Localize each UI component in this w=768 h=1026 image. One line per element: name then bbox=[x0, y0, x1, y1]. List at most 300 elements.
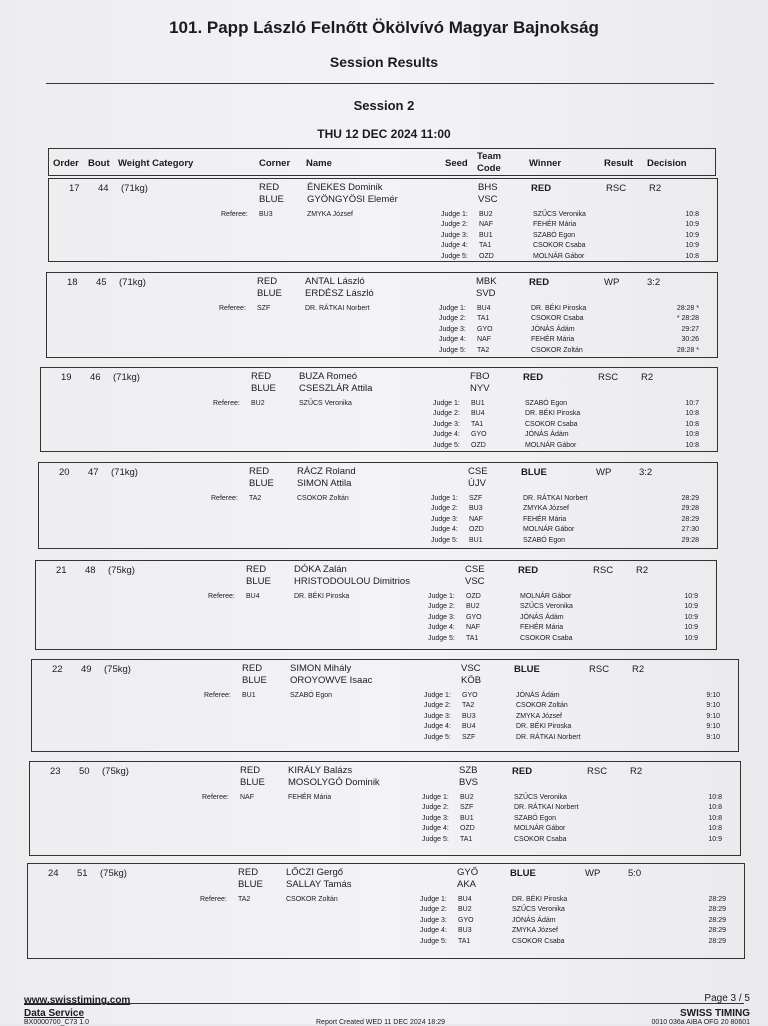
blue-team-code: VSC bbox=[478, 194, 498, 205]
judge-name: DR. RÁTKAI Norbert bbox=[523, 495, 588, 502]
red-boxer-name: ANTAL László bbox=[305, 276, 365, 287]
judge-label: Judge 1: bbox=[420, 896, 447, 903]
report-subtitle: Session Results bbox=[329, 54, 439, 70]
red-boxer-name: ÉNEKES Dominik bbox=[307, 182, 383, 193]
judge-code: TA1 bbox=[477, 315, 490, 323]
header-divider bbox=[46, 83, 714, 84]
referee-label: Referee: bbox=[221, 211, 248, 218]
judge-code: TA1 bbox=[458, 937, 471, 945]
red-corner-label: RED bbox=[246, 564, 267, 575]
judge-label: Judge 4: bbox=[428, 624, 455, 632]
weight-category: (75kg) bbox=[102, 766, 129, 777]
weight-category: (71kg) bbox=[113, 372, 140, 383]
blue-boxer-name: OROYOWVE Isaac bbox=[290, 675, 373, 686]
judge-code: BU1 bbox=[479, 231, 493, 239]
red-corner-label: RED bbox=[259, 182, 280, 193]
judge-label: Judge 3: bbox=[433, 420, 460, 428]
red-team-code: SZB bbox=[459, 765, 478, 776]
weight-category: (75kg) bbox=[100, 868, 127, 879]
judge-name: MOLNÁR Gábor bbox=[525, 441, 577, 449]
bout-number: 47 bbox=[88, 467, 99, 478]
judge-name: DR. BÉKI Piroska bbox=[531, 305, 587, 312]
judge-code: BU1 bbox=[469, 536, 483, 544]
judge-name: SZABÓ Egon bbox=[525, 400, 568, 407]
judge-name: JÓNÁS Ádám bbox=[531, 325, 575, 333]
blue-boxer-name: SALLAY Tamás bbox=[286, 879, 352, 890]
judge-label: Judge 2: bbox=[431, 505, 458, 513]
col-name: Name bbox=[306, 158, 332, 169]
judge-name: SZŰCS Veronika bbox=[512, 906, 565, 914]
judge-code: OZD bbox=[479, 252, 494, 260]
referee-label: Referee: bbox=[219, 305, 246, 312]
bout-block bbox=[27, 863, 745, 959]
judge-name: DR. BÉKI Piroska bbox=[516, 723, 572, 731]
footer-ref-code: 0010 036a AIBA OFG 20 80601 bbox=[651, 1019, 750, 1026]
judge-name: MOLNÁR Gábor bbox=[520, 593, 572, 600]
winner-corner: RED bbox=[523, 372, 544, 383]
footer-page: Page 3 / 5 bbox=[704, 993, 750, 1004]
blue-corner-label: BLUE bbox=[242, 675, 267, 686]
order-number: 18 bbox=[67, 277, 78, 288]
decision-value: R2 bbox=[641, 372, 654, 383]
judge-code: GYO bbox=[458, 916, 474, 924]
judge-name: MOLNÁR Gábor bbox=[523, 526, 575, 534]
referee-name: DR. BÉKI Piroska bbox=[294, 593, 350, 600]
bout-block bbox=[35, 560, 717, 650]
judge-name: MOLNÁR Gábor bbox=[533, 252, 585, 260]
col-code: Code bbox=[477, 163, 501, 174]
referee-label: Referee: bbox=[208, 593, 235, 600]
judge-label: Judge 5: bbox=[431, 536, 458, 544]
judge-name: SZŰCS Veronika bbox=[533, 211, 586, 218]
judge-code: BU1 bbox=[471, 400, 485, 407]
judge-name: JÓNÁS Ádám bbox=[512, 916, 556, 924]
decision-value: 3:2 bbox=[639, 467, 653, 478]
footer-website: www.swisstiming.com bbox=[24, 995, 131, 1006]
order-number: 19 bbox=[61, 372, 72, 383]
judge-score: 28:28 * bbox=[676, 305, 699, 312]
judge-name: CSOKOR Zoltán bbox=[516, 702, 568, 710]
winner-corner: RED bbox=[518, 565, 539, 576]
red-corner-label: RED bbox=[238, 867, 259, 878]
judge-code: GYO bbox=[477, 325, 493, 333]
judge-code: BU4 bbox=[462, 723, 476, 731]
judge-score: 9:10 bbox=[706, 723, 720, 731]
judge-label: Judge 1: bbox=[431, 495, 458, 502]
col-decision: Decision bbox=[647, 158, 687, 169]
judge-label: Judge 3: bbox=[420, 916, 447, 924]
judge-code: BU3 bbox=[469, 505, 483, 513]
bout-block bbox=[46, 272, 718, 358]
winner-corner: RED bbox=[531, 183, 552, 194]
col-winner: Winner bbox=[529, 158, 562, 169]
red-corner-label: RED bbox=[240, 765, 261, 776]
winner-corner: BLUE bbox=[521, 467, 547, 478]
bout-number: 45 bbox=[96, 277, 107, 288]
referee-code: BU4 bbox=[246, 593, 260, 600]
judge-score: 10:8 bbox=[685, 410, 699, 418]
referee-name: ZMYKA József bbox=[307, 211, 353, 218]
judge-name: SZŰCS Veronika bbox=[520, 603, 573, 611]
event-title: 101. Papp László Felnőtt Ökölvívó Magyar Bajnokság bbox=[169, 18, 599, 37]
judge-score: 10:8 bbox=[708, 814, 722, 822]
judge-score: 9:10 bbox=[706, 733, 720, 741]
judge-label: Judge 4: bbox=[439, 336, 466, 344]
judge-score: 10:9 bbox=[684, 593, 698, 600]
red-corner-label: RED bbox=[257, 276, 278, 287]
session-date: THU 12 DEC 2024 11:00 bbox=[317, 127, 451, 141]
result-type: RSC bbox=[598, 372, 619, 383]
winner-corner: BLUE bbox=[514, 664, 540, 675]
judge-label: Judge 5: bbox=[441, 252, 468, 260]
judge-label: Judge 2: bbox=[422, 804, 449, 812]
judge-label: Judge 2: bbox=[433, 410, 460, 418]
judge-score: 28:29 bbox=[708, 916, 726, 924]
judge-name: DR. BÉKI Piroska bbox=[525, 410, 581, 418]
judge-score: 10:9 bbox=[685, 231, 699, 239]
judge-name: CSOKOR Csaba bbox=[512, 937, 565, 945]
judge-label: Judge 2: bbox=[424, 702, 451, 710]
judge-label: Judge 3: bbox=[422, 814, 449, 822]
referee-name: DR. RÁTKAI Norbert bbox=[305, 305, 370, 312]
red-boxer-name: SIMON Mihály bbox=[290, 663, 352, 674]
referee-label: Referee: bbox=[211, 495, 238, 502]
decision-value: R2 bbox=[632, 664, 645, 675]
blue-team-code: ÚJV bbox=[468, 478, 486, 489]
judge-label: Judge 4: bbox=[422, 825, 449, 833]
judge-score: 10:9 bbox=[685, 242, 699, 250]
judge-label: Judge 1: bbox=[433, 400, 460, 407]
judge-name: JÓNÁS Ádám bbox=[520, 613, 564, 621]
judge-score: 28:29 bbox=[681, 495, 699, 502]
judge-score: 29:28 bbox=[681, 536, 699, 544]
judge-code: NAF bbox=[469, 515, 483, 523]
judge-label: Judge 4: bbox=[441, 242, 468, 250]
judge-score: 30:26 bbox=[681, 336, 699, 344]
blue-team-code: KÖB bbox=[461, 675, 482, 686]
weight-category: (75kg) bbox=[108, 565, 135, 576]
judge-score: 10:9 bbox=[684, 613, 698, 621]
judge-label: Judge 3: bbox=[431, 515, 458, 523]
blue-corner-label: BLUE bbox=[259, 194, 284, 205]
bout-number: 44 bbox=[98, 183, 109, 194]
footer-record: Report Created WED 11 DEC 2024 18:29 bbox=[316, 1019, 446, 1026]
col-corner: Corner bbox=[259, 158, 291, 169]
judge-label: Judge 2: bbox=[439, 315, 466, 323]
judge-code: SZF bbox=[460, 804, 474, 812]
red-corner-label: RED bbox=[242, 663, 263, 674]
judge-name: DR. BÉKI Piroska bbox=[512, 896, 568, 903]
judge-code: BU2 bbox=[458, 906, 472, 914]
judge-score: 28:29 bbox=[708, 927, 726, 935]
bout-block bbox=[38, 462, 718, 549]
judge-code: BU3 bbox=[462, 712, 476, 720]
judge-score: 10:9 bbox=[708, 835, 722, 843]
col-order: Order bbox=[53, 158, 79, 169]
judge-code: BU4 bbox=[477, 305, 491, 312]
judge-label: Judge 2: bbox=[428, 603, 455, 611]
judge-name: ZMYKA József bbox=[512, 927, 558, 935]
judge-code: BU4 bbox=[471, 410, 485, 418]
judge-code: BU4 bbox=[458, 896, 472, 903]
judge-label: Judge 3: bbox=[441, 231, 468, 239]
weight-category: (71kg) bbox=[111, 467, 138, 478]
winner-corner: BLUE bbox=[510, 868, 536, 879]
judge-name: CSOKOR Csaba bbox=[531, 315, 584, 323]
col-weight: Weight Category bbox=[118, 158, 194, 169]
judge-label: Judge 2: bbox=[420, 906, 447, 914]
bout-number: 46 bbox=[90, 372, 101, 383]
bout-block bbox=[31, 659, 739, 752]
judge-code: BU2 bbox=[479, 211, 493, 218]
blue-boxer-name: HRISTODOULOU Dimitrios bbox=[294, 576, 410, 587]
bout-block bbox=[48, 178, 718, 262]
judge-name: SZABÓ Egon bbox=[533, 231, 576, 239]
judge-code: BU2 bbox=[460, 794, 474, 801]
judge-name: JÓNÁS Ádám bbox=[516, 692, 560, 699]
blue-corner-label: BLUE bbox=[257, 288, 282, 299]
red-team-code: VSC bbox=[461, 663, 481, 674]
judge-code: NAF bbox=[477, 336, 491, 344]
judge-label: Judge 5: bbox=[433, 441, 460, 449]
judge-score: 28:29 bbox=[708, 906, 726, 914]
referee-name: SZABÓ Egon bbox=[290, 692, 333, 699]
weight-category: (71kg) bbox=[119, 277, 146, 288]
judge-name: FEHÉR Mária bbox=[533, 221, 577, 229]
referee-name: SZŰCS Veronika bbox=[299, 400, 352, 407]
decision-value: R2 bbox=[649, 183, 662, 194]
judge-name: CSOKOR Zoltán bbox=[531, 346, 583, 354]
judge-label: Judge 1: bbox=[439, 305, 466, 312]
judge-label: Judge 5: bbox=[420, 937, 447, 945]
blue-corner-label: BLUE bbox=[251, 383, 276, 394]
judge-code: NAF bbox=[466, 624, 480, 632]
judge-name: ZMYKA József bbox=[516, 712, 562, 720]
red-corner-label: RED bbox=[251, 371, 272, 382]
order-number: 17 bbox=[69, 183, 80, 194]
referee-code: BU3 bbox=[259, 211, 273, 218]
referee-name: CSOKOR Zoltán bbox=[286, 896, 338, 903]
red-boxer-name: KIRÁLY Balázs bbox=[288, 765, 353, 776]
footer-divider bbox=[24, 1003, 744, 1004]
red-team-code: FBO bbox=[470, 371, 490, 382]
judge-score: 10:8 bbox=[685, 252, 699, 260]
judge-name: DR. RÁTKAI Norbert bbox=[514, 804, 579, 812]
order-number: 22 bbox=[52, 664, 63, 675]
judge-score: 28:29 bbox=[708, 896, 726, 903]
weight-category: (75kg) bbox=[104, 664, 131, 675]
decision-value: R2 bbox=[630, 766, 643, 777]
red-boxer-name: RÁCZ Roland bbox=[297, 466, 356, 477]
judge-score: 10:8 bbox=[685, 420, 699, 428]
red-boxer-name: DÓKA Zalán bbox=[294, 564, 347, 575]
referee-label: Referee: bbox=[204, 692, 231, 699]
judge-code: OZD bbox=[466, 593, 481, 600]
judge-code: TA1 bbox=[460, 835, 473, 843]
blue-boxer-name: CSESZLÁR Attila bbox=[299, 383, 373, 394]
blue-team-code: BVS bbox=[459, 777, 479, 788]
judge-score: 29:28 bbox=[681, 505, 699, 513]
red-boxer-name: BUZA Romeó bbox=[299, 371, 358, 382]
judge-score: 27:30 bbox=[681, 526, 699, 534]
judge-name: CSOKOR Csaba bbox=[525, 420, 578, 428]
judge-name: CSOKOR Csaba bbox=[514, 835, 567, 843]
judge-code: TA2 bbox=[477, 346, 490, 354]
order-number: 23 bbox=[50, 766, 61, 777]
judge-name: FEHÉR Mária bbox=[523, 515, 567, 523]
judge-label: Judge 5: bbox=[439, 346, 466, 354]
referee-code: BU1 bbox=[242, 692, 256, 699]
judge-label: Judge 2: bbox=[441, 221, 468, 229]
judge-name: DR. RÁTKAI Norbert bbox=[516, 733, 581, 741]
judge-code: TA1 bbox=[466, 634, 479, 642]
referee-label: Referee: bbox=[200, 896, 227, 903]
judge-score: 28:28 * bbox=[676, 346, 699, 354]
referee-name: FEHÉR Mária bbox=[288, 794, 332, 801]
judge-code: OZD bbox=[460, 825, 475, 833]
judge-name: MOLNÁR Gábor bbox=[514, 825, 566, 833]
order-number: 20 bbox=[59, 467, 70, 478]
bout-block bbox=[29, 761, 741, 856]
referee-code: BU2 bbox=[251, 400, 265, 407]
judge-code: GYO bbox=[471, 431, 487, 439]
judge-label: Judge 5: bbox=[422, 835, 449, 843]
judge-label: Judge 1: bbox=[424, 692, 451, 699]
referee-code: TA2 bbox=[238, 896, 251, 903]
judge-score: 10:8 bbox=[685, 431, 699, 439]
judge-code: NAF bbox=[479, 221, 493, 229]
footer-service: Data Service bbox=[24, 1008, 85, 1019]
blue-boxer-name: SIMON Attila bbox=[297, 478, 352, 489]
judge-label: Judge 5: bbox=[424, 733, 451, 741]
column-header-row bbox=[48, 148, 716, 176]
blue-corner-label: BLUE bbox=[246, 576, 271, 587]
referee-label: Referee: bbox=[202, 794, 229, 801]
blue-corner-label: BLUE bbox=[240, 777, 265, 788]
judge-label: Judge 1: bbox=[422, 794, 449, 801]
result-type: WP bbox=[604, 277, 620, 288]
red-team-code: BHS bbox=[478, 182, 498, 193]
judge-score: 10:9 bbox=[684, 624, 698, 632]
judge-code: TA2 bbox=[462, 702, 475, 710]
judge-score: 9:10 bbox=[706, 712, 720, 720]
footer-brand: SWISS TIMING bbox=[680, 1008, 750, 1019]
referee-code: TA2 bbox=[249, 495, 262, 502]
result-type: RSC bbox=[587, 766, 608, 777]
judge-score: 28:29 bbox=[708, 937, 726, 945]
judge-code: BU2 bbox=[466, 603, 480, 611]
winner-corner: RED bbox=[512, 766, 533, 777]
judge-label: Judge 4: bbox=[431, 526, 458, 534]
judge-name: CSOKOR Csaba bbox=[533, 242, 586, 250]
judge-label: Judge 4: bbox=[433, 431, 460, 439]
judge-score: 10:9 bbox=[684, 634, 698, 642]
red-team-code: GYŐ bbox=[457, 867, 479, 878]
judge-score: 29:27 bbox=[681, 325, 699, 333]
result-type: WP bbox=[585, 868, 601, 879]
judge-code: SZF bbox=[469, 495, 483, 502]
col-bout: Bout bbox=[88, 158, 110, 169]
bout-number: 50 bbox=[79, 766, 90, 777]
judge-code: GYO bbox=[462, 692, 478, 699]
judge-code: BU3 bbox=[458, 927, 472, 935]
decision-value: R2 bbox=[636, 565, 649, 576]
bout-number: 51 bbox=[77, 868, 88, 879]
referee-code: SZF bbox=[257, 305, 271, 312]
bout-block bbox=[40, 367, 718, 452]
result-type: RSC bbox=[589, 664, 610, 675]
judge-name: ZMYKA József bbox=[523, 505, 569, 513]
referee-code: NAF bbox=[240, 794, 254, 801]
judge-score: * 28:28 bbox=[676, 315, 699, 323]
red-team-code: MBK bbox=[476, 276, 497, 287]
bout-number: 49 bbox=[81, 664, 92, 675]
blue-corner-label: BLUE bbox=[249, 478, 274, 489]
order-number: 21 bbox=[56, 565, 67, 576]
blue-boxer-name: ERDÉSZ László bbox=[305, 288, 374, 299]
col-team: Team bbox=[477, 151, 502, 162]
blue-team-code: SVD bbox=[476, 288, 496, 299]
weight-category: (71kg) bbox=[121, 183, 148, 194]
order-number: 24 bbox=[48, 868, 59, 879]
judge-code: TA1 bbox=[471, 420, 484, 428]
red-team-code: CSE bbox=[468, 466, 488, 477]
judge-score: 9:10 bbox=[706, 692, 720, 699]
judge-label: Judge 1: bbox=[441, 211, 468, 218]
judge-name: CSOKOR Csaba bbox=[520, 634, 573, 642]
blue-team-code: AKA bbox=[457, 879, 477, 890]
judge-label: Judge 4: bbox=[420, 927, 447, 935]
red-team-code: CSE bbox=[465, 564, 485, 575]
judge-code: GYO bbox=[466, 613, 482, 621]
judge-code: OZD bbox=[469, 526, 484, 534]
decision-value: 3:2 bbox=[647, 277, 661, 288]
session-label: Session 2 bbox=[353, 98, 415, 113]
judge-code: SZF bbox=[462, 733, 476, 741]
red-corner-label: RED bbox=[249, 466, 270, 477]
judge-name: SZABÓ Egon bbox=[514, 814, 557, 822]
judge-label: Judge 4: bbox=[424, 723, 451, 731]
blue-team-code: VSC bbox=[465, 576, 485, 587]
judge-score: 10:8 bbox=[685, 211, 699, 218]
blue-boxer-name: GYÖNGYÖSI Elemér bbox=[307, 194, 398, 205]
blue-corner-label: BLUE bbox=[238, 879, 263, 890]
bout-number: 48 bbox=[85, 565, 96, 576]
decision-value: 5:0 bbox=[628, 868, 642, 879]
judge-name: FEHÉR Mária bbox=[520, 624, 564, 632]
col-result: Result bbox=[604, 158, 634, 169]
result-type: RSC bbox=[593, 565, 614, 576]
judge-name: SZŰCS Veronika bbox=[514, 794, 567, 801]
winner-corner: RED bbox=[529, 277, 550, 288]
judge-label: Judge 1: bbox=[428, 593, 455, 600]
referee-label: Referee: bbox=[213, 400, 240, 407]
blue-boxer-name: MOSOLYGÓ Dominik bbox=[288, 777, 380, 788]
result-type: WP bbox=[596, 467, 612, 478]
col-seed: Seed bbox=[445, 158, 468, 169]
judge-label: Judge 5: bbox=[428, 634, 455, 642]
judge-score: 10:7 bbox=[685, 400, 699, 407]
judge-name: JÓNÁS Ádám bbox=[525, 431, 569, 439]
judge-score: 10:8 bbox=[708, 794, 722, 801]
judge-score: 10:8 bbox=[708, 825, 722, 833]
blue-team-code: NYV bbox=[470, 383, 490, 394]
judge-label: Judge 3: bbox=[439, 325, 466, 333]
judge-score: 28:29 bbox=[681, 515, 699, 523]
red-boxer-name: LŐCZI Gergő bbox=[286, 867, 344, 878]
judge-code: TA1 bbox=[479, 242, 492, 250]
result-type: RSC bbox=[606, 183, 627, 194]
